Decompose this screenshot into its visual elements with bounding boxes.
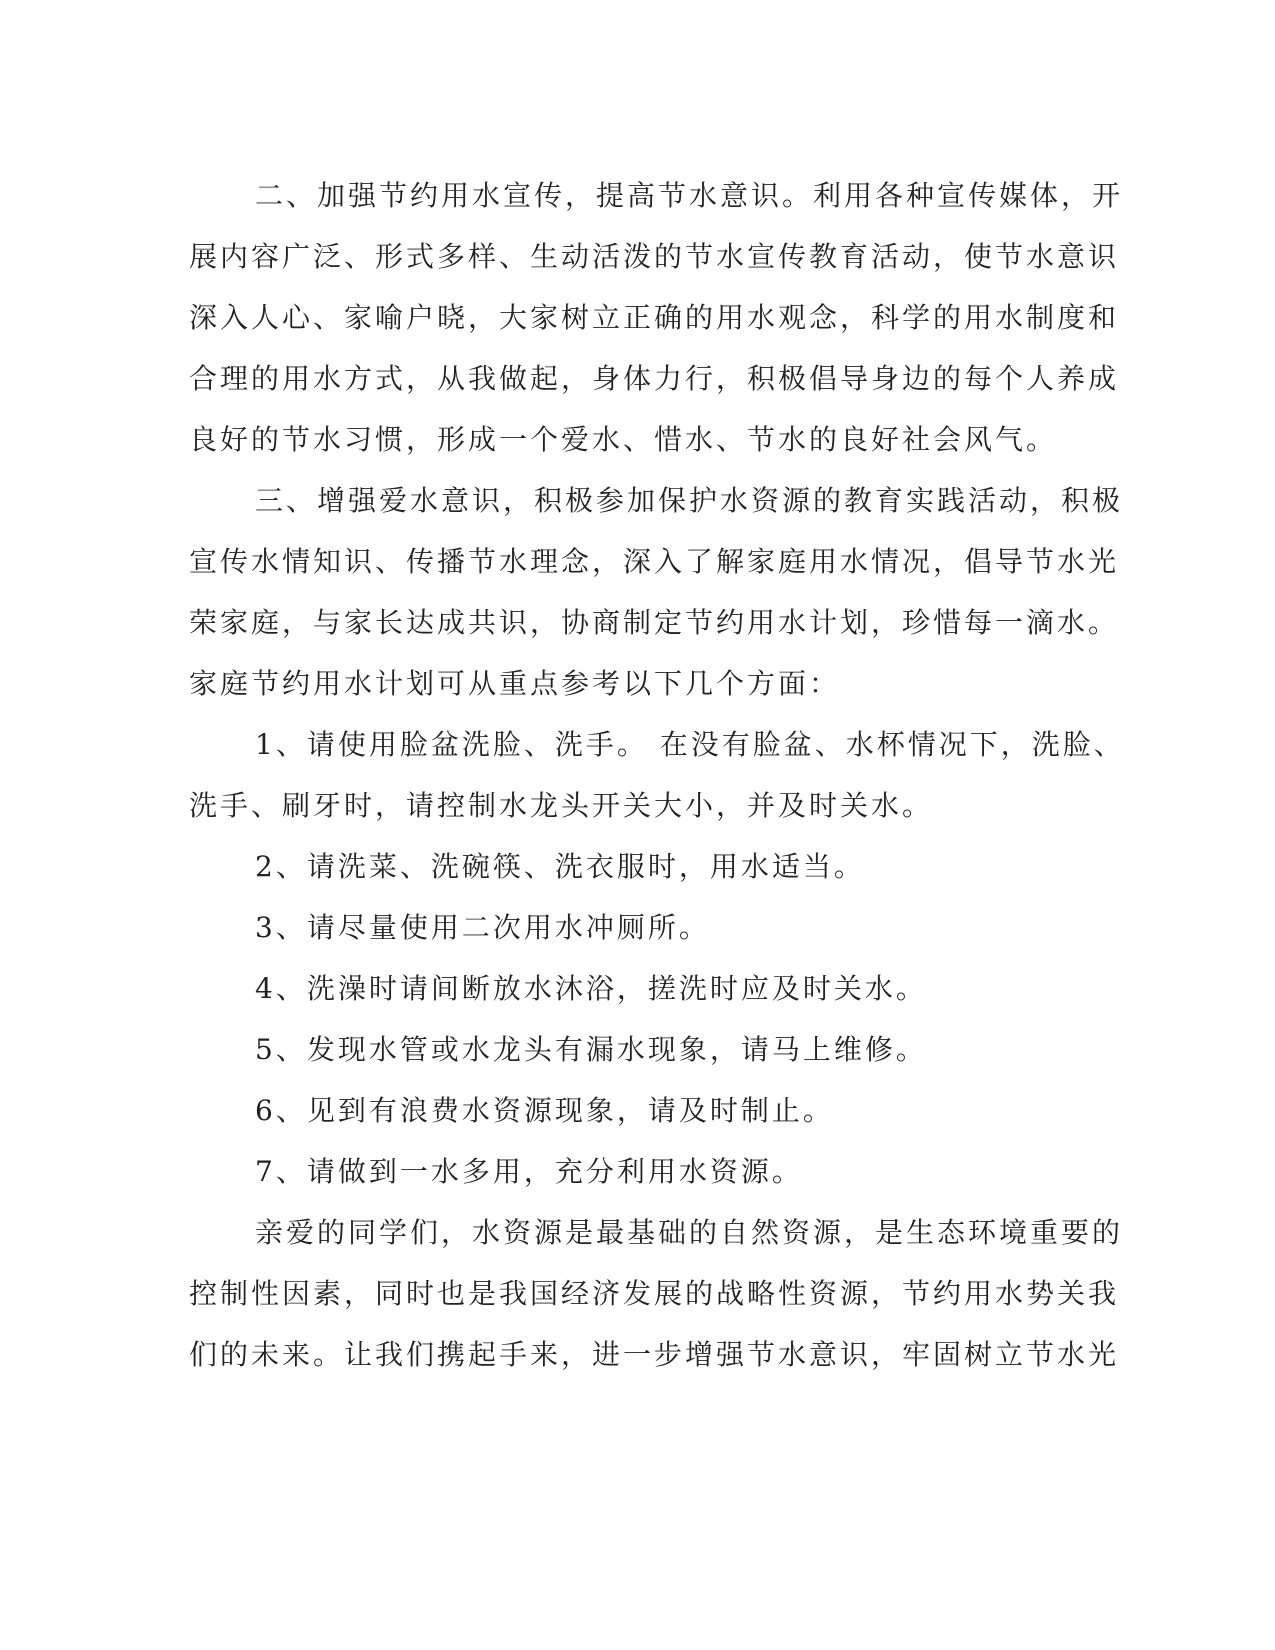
list-item-5: [189, 1019, 1079, 1080]
text-line: 展内容广泛、形式多样、生动活泼的节水宣传教育活动，使节水意识: [189, 240, 1120, 273]
text-line: 二、加强节约用水宣传，提高节水意识。利用各种宣传媒体，开: [255, 179, 1124, 212]
text-line: 荣家庭，与家长达成共识，协商制定节约用水计划，珍惜每一滴水。: [189, 606, 1120, 639]
text-line: 2、请洗菜、洗碗筷、洗衣服时，用水适当。: [255, 850, 865, 883]
text-line: 6、见到有浪费水资源现象，请及时制止。: [255, 1094, 834, 1127]
paragraph-closing: [189, 1202, 1124, 1385]
list-item-6: [189, 1080, 1079, 1141]
text-line: 们的未来。让我们携起手来，进一步增强节水意识，牢固树立节水光: [189, 1338, 1120, 1371]
text-line: 家庭节约用水计划可从重点参考以下几个方面：: [189, 667, 841, 700]
list-item-1: [189, 714, 1125, 836]
list-item-4: [189, 958, 1079, 1019]
text-line: 良好的节水习惯，形成一个爱水、惜水、节水的良好社会风气。: [189, 423, 1058, 456]
list-item-2: [189, 836, 1079, 897]
paragraph-3-awareness: [189, 470, 1124, 714]
text-line: 1、请使用脸盆洗脸、洗手。 在没有脸盆、水杯情况下，洗脸、: [255, 728, 1125, 761]
text-line: 4、洗澡时请间断放水沐浴，搓洗时应及时关水。: [255, 972, 927, 1005]
text-line: 控制性因素，同时也是我国经济发展的战略性资源，节约用水势关我: [189, 1277, 1120, 1310]
text-line: 三、增强爱水意识，积极参加保护水资源的教育实践活动，积极: [255, 484, 1124, 517]
text-line: 深入人心、家喻户晓，大家树立正确的用水观念，科学的用水制度和: [189, 301, 1120, 334]
text-line: 5、发现水管或水龙头有漏水现象，请马上维修。: [255, 1033, 927, 1066]
document-body: [189, 165, 1125, 1385]
list-item-7: [189, 1141, 1079, 1202]
paragraph-2-publicity: [189, 165, 1124, 470]
list-item-3: [189, 897, 1079, 958]
text-line: 亲爱的同学们，水资源是最基础的自然资源，是生态环境重要的: [255, 1216, 1124, 1249]
text-line: 7、请做到一水多用，充分利用水资源。: [255, 1155, 803, 1188]
text-line: 宣传水情知识、传播节水理念，深入了解家庭用水情况，倡导节水光: [189, 545, 1120, 578]
text-line: 合理的用水方式，从我做起，身体力行，积极倡导身边的每个人养成: [189, 362, 1120, 395]
text-line: 3、请尽量使用二次用水冲厕所。: [255, 911, 710, 944]
text-line: 洗手、刷牙时，请控制水龙头开关大小，并及时关水。: [189, 789, 934, 822]
